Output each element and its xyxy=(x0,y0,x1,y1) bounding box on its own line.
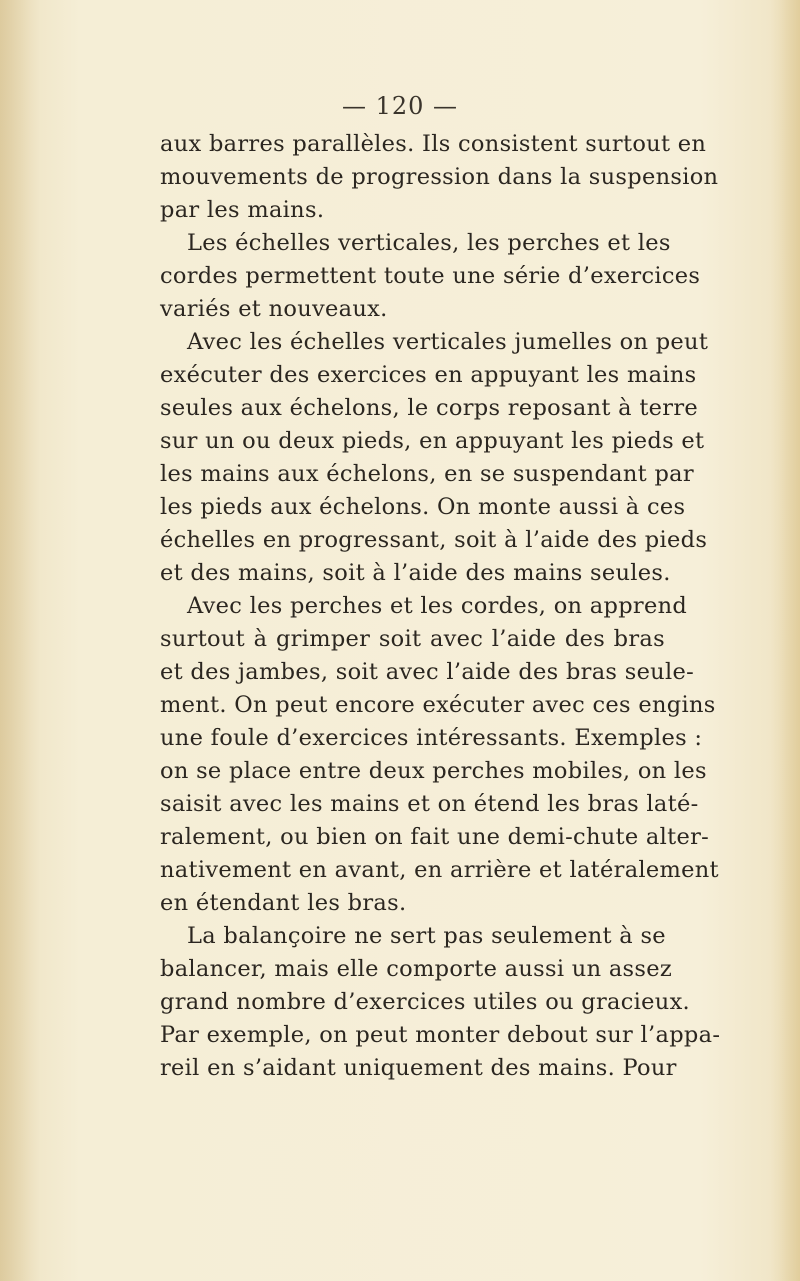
text-line: par les mains. xyxy=(160,197,325,223)
text-line: balancer, mais elle comporte aussi un assez xyxy=(160,956,672,982)
text-line: reil en s’aidant uniquement des mains. Pour xyxy=(160,1055,677,1081)
text-line: les mains aux échelons, en se suspendant par xyxy=(160,461,694,487)
text-line: sur un ou deux pieds, en appuyant les pieds et xyxy=(160,428,705,454)
text-line: échelles en progressant, soit à l’aide des pieds xyxy=(160,527,708,553)
page-edge-left xyxy=(0,0,40,1281)
text-line: variés et nouveaux. xyxy=(160,296,388,322)
text-line: les pieds aux échelons. On monte aussi à ces xyxy=(160,494,686,520)
text-line: saisit avec les mains et on étend les bras laté- xyxy=(160,791,699,817)
text-line: en étendant les bras. xyxy=(160,890,407,916)
text-line: Avec les perches et les cordes, on apprend xyxy=(187,593,688,619)
text-line: nativement en avant, en arrière et latéralement xyxy=(160,857,719,883)
text-line: Les échelles verticales, les perches et les xyxy=(187,230,671,256)
body-text xyxy=(160,128,721,1085)
text-line: La balançoire ne sert pas seulement à se xyxy=(187,923,666,949)
text-line: une foule d’exercices intéressants. Exemples : xyxy=(160,725,703,751)
text-line: cordes permettent toute une série d’exercices xyxy=(160,263,701,289)
text-line: ralement, ou bien on fait une demi-chute alter- xyxy=(160,824,710,850)
text-line: on se place entre deux perches mobiles, on les xyxy=(160,758,707,784)
text-line: ment. On peut encore exécuter avec ces engins xyxy=(160,692,716,718)
text-line: exécuter des exercices en appuyant les mains xyxy=(160,362,697,388)
page-number: — 120 — xyxy=(341,92,459,120)
text-line: et des mains, soit à l’aide des mains seules. xyxy=(160,560,671,586)
text-line: Avec les échelles verticales jumelles on peut xyxy=(187,329,709,355)
text-line: seules aux échelons, le corps reposant à terre xyxy=(160,395,699,421)
text-line: et des jambes, soit avec l’aide des bras seule- xyxy=(160,659,694,685)
text-line: grand nombre d’exercices utiles ou gracieux. xyxy=(160,989,691,1015)
text-line: mouvements de progression dans la suspension xyxy=(160,164,719,190)
text-line: Par exemple, on peut monter debout sur l’appa- xyxy=(160,1022,721,1048)
page-edge-right xyxy=(770,0,800,1281)
text-line: aux barres parallèles. Ils consistent surtout en xyxy=(160,131,707,157)
text-line: surtout à grimper soit avec l’aide des bras xyxy=(160,626,665,652)
